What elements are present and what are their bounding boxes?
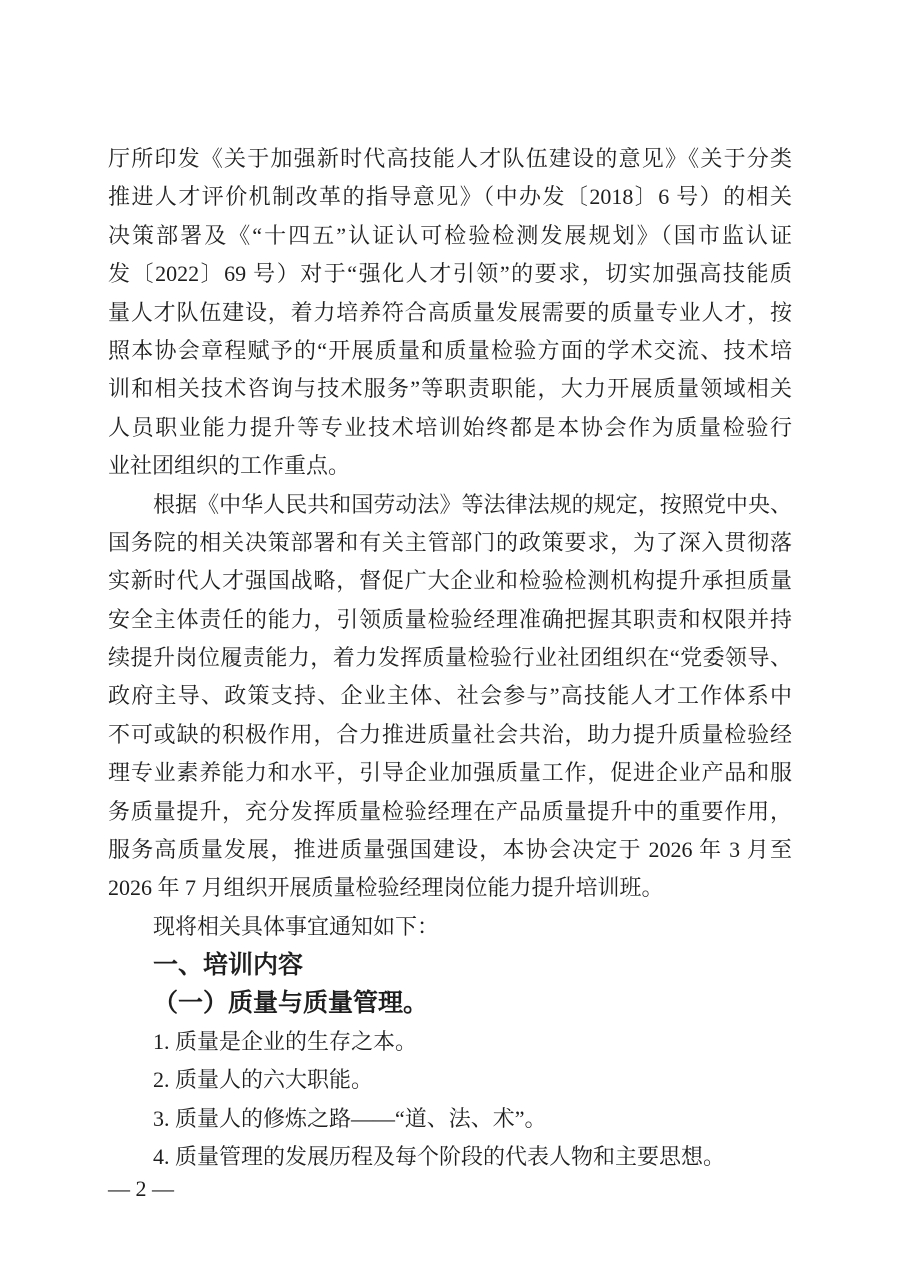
text-line: 续提升岗位履责能力，着力发挥质量检验行业社团组织在“党委领导、 <box>108 645 792 671</box>
text-line: 不可或缺的积极作用，合力推进质量社会共治，助力提升质量检验经 <box>108 721 792 747</box>
text-line: 实新时代人才强国战略，督促广大企业和检验检测机构提升承担质量 <box>108 568 792 594</box>
text-line: 2. 质量人的六大职能。 <box>153 1067 374 1093</box>
text-line: （一）质量与质量管理。 <box>153 989 429 1017</box>
text-line: 厅所印发《关于加强新时代高技能人才队伍建设的意见》《关于分类 <box>108 146 792 171</box>
text-line: 人员职业能力提升等专业技术培训始终都是本协会作为质量检验行 <box>108 414 792 440</box>
text-line: 4. 质量管理的发展历程及每个阶段的代表人物和主要思想。 <box>153 1144 726 1170</box>
text-line: 政府主导、政策支持、企业主体、社会参与”高技能人才工作体系中 <box>108 683 792 709</box>
paragraph-continuation <box>108 140 792 486</box>
text-line: 理专业素养能力和水平，引导企业加强质量工作，促进企业产品和服 <box>108 760 792 786</box>
text-line: 国务院的相关决策部署和有关主管部门的政策要求，为了深入贯彻落 <box>108 529 792 555</box>
text-line: 现将相关具体事宜通知如下： <box>153 913 440 939</box>
text-line: 训和相关技术咨询与技术服务”等职责职能，大力开展质量领域相关 <box>108 376 792 402</box>
heading-quality-and-quality-management <box>108 985 792 1023</box>
text-line: 1. 质量是企业的生存之本。 <box>153 1028 418 1054</box>
text-line: 一、培训内容 <box>153 951 304 980</box>
document-body <box>108 140 792 1177</box>
list-item-3 <box>108 1100 792 1138</box>
text-line: 决策部署及《“十四五”认证认可检验检测发展规划》（国市监认证 <box>108 222 792 248</box>
text-line: 服务高质量发展，推进质量强国建设，本协会决定于 2026 年 3 月至 <box>108 837 792 863</box>
paragraph-policy-basis <box>108 486 792 908</box>
list-item-2 <box>108 1061 792 1099</box>
text-line: 根据《中华人民共和国劳动法》等法律法规的规定，按照党中央、 <box>153 491 792 517</box>
heading-training-content <box>108 946 792 984</box>
list-item-4 <box>108 1138 792 1176</box>
text-line: 务质量提升，充分发挥质量检验经理在产品质量提升中的重要作用， <box>108 798 792 824</box>
text-line: 发〔2022〕69 号）对于“强化人才引领”的要求，切实加强高技能质 <box>108 261 792 287</box>
text-line: 3. 质量人的修炼之路——“道、法、术”。 <box>153 1105 547 1131</box>
text-line: 量人才队伍建设，着力培养符合高质量发展需要的质量专业人才，按 <box>108 299 792 325</box>
text-line: 推进人才评价机制改革的指导意见》（中办发〔2018〕6 号）的相关 <box>108 184 792 210</box>
page-number: — 2 — <box>108 1176 174 1201</box>
text-line: 2026 年 7 月组织开展质量检验经理岗位能力提升培训班。 <box>108 875 664 901</box>
text-line: 照本协会章程赋予的“开展质量和质量检验方面的学术交流、技术培 <box>108 337 792 363</box>
text-line: 安全主体责任的能力，引领质量检验经理准确把握其职责和权限并持 <box>108 606 792 632</box>
paragraph-notice-intro <box>108 908 792 946</box>
list-item-1 <box>108 1023 792 1061</box>
text-line: 业社团组织的工作重点。 <box>108 453 351 479</box>
